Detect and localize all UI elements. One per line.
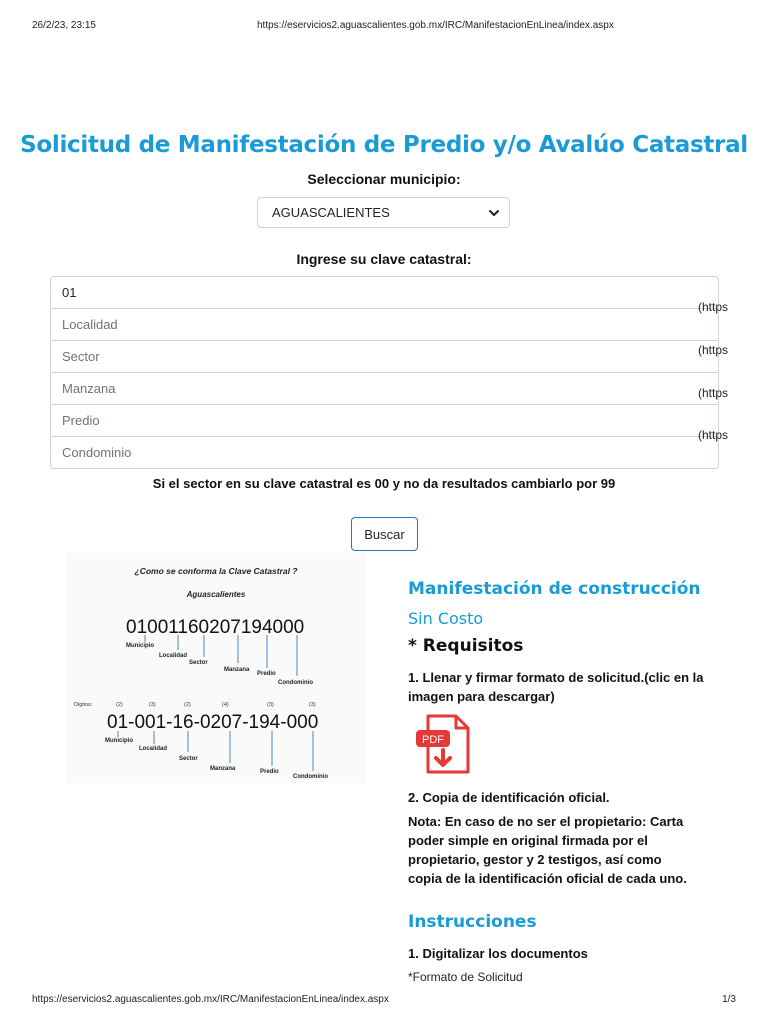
construccion-heading: Manifestación de construcción xyxy=(408,579,701,599)
part-label: Localidad xyxy=(139,746,168,752)
overflow-text: (https xyxy=(698,300,729,314)
print-header xyxy=(0,20,768,34)
code-plain: 01001160207194000 xyxy=(126,617,305,638)
part-label: Municipio xyxy=(126,643,154,649)
part-label: Localidad xyxy=(159,653,188,659)
sector-input[interactable] xyxy=(50,340,719,373)
condominio-input[interactable] xyxy=(50,436,719,469)
overflow-text: (https xyxy=(698,343,729,357)
digit-count: (2) xyxy=(184,702,191,708)
digit-count: (3) xyxy=(267,702,274,708)
instrucciones-heading: Instrucciones xyxy=(408,912,537,932)
overflow-text: (https xyxy=(698,428,729,442)
part-label: Sector xyxy=(179,756,198,762)
sector-placeholder: Sector xyxy=(62,349,100,364)
print-footer xyxy=(0,994,768,1008)
part-label: Predio xyxy=(257,671,276,677)
clave-input-group xyxy=(50,276,719,469)
instrucciones-step1: 1. Digitalizar los documentos xyxy=(408,946,588,961)
clave-label: Ingrese su clave catastral: xyxy=(296,251,472,267)
diagram-question: ¿Como se conforma la Clave Catastral ? xyxy=(134,566,298,576)
pdf-badge-label: PDF xyxy=(422,734,444,746)
digit-count: (4) xyxy=(222,702,229,708)
predio-placeholder: Predio xyxy=(62,413,100,428)
municipio-code-value: 01 xyxy=(62,285,77,300)
pdf-download-link[interactable] xyxy=(412,712,474,776)
manzana-placeholder: Manzana xyxy=(62,381,116,396)
nota-text: Nota: En caso de no ser el propietario: Carta poder simple en original firmada por el propietario, gestor y 2 testigos, así como copia de la identificación oficial de cada uno. xyxy=(408,814,687,886)
diagram-city: Aguascalientes xyxy=(186,590,246,599)
cost-label: Sin Costo xyxy=(408,609,484,628)
pdf-download-icon xyxy=(412,712,474,776)
code-dashed: 01-001-16-0207-194-000 xyxy=(107,712,319,733)
clave-catastral-diagram xyxy=(66,553,366,783)
page-title: Solicitud de Manifestación de Predio y/o Avalúo Catastral xyxy=(20,132,748,158)
part-label: Sector xyxy=(189,660,208,666)
clave-diagram-svg xyxy=(66,553,366,783)
municipio-selected-value: AGUASCALIENTES xyxy=(272,205,390,220)
part-label: Condominio xyxy=(278,680,313,686)
digit-count: (3) xyxy=(309,702,316,708)
step2-text: 2. Copia de identificación oficial. xyxy=(408,790,610,805)
search-button[interactable]: Buscar xyxy=(351,517,418,551)
predio-input[interactable] xyxy=(50,404,719,437)
page-number: 1/3 xyxy=(722,994,736,1005)
municipio-code-input[interactable] xyxy=(50,276,719,309)
footer-url: https://eservicios2.aguascalientes.gob.mx/IRC/ManifestacionEnLinea/index.aspx xyxy=(32,994,389,1005)
municipio-select[interactable] xyxy=(257,197,510,228)
print-url: https://eservicios2.aguascalientes.gob.mx/IRC/ManifestacionEnLinea/index.aspx xyxy=(257,20,614,31)
municipio-label: Seleccionar municipio: xyxy=(307,171,461,187)
print-datetime: 26/2/23, 23:15 xyxy=(32,20,96,31)
part-label: Predio xyxy=(260,769,279,775)
localidad-placeholder: Localidad xyxy=(62,317,118,332)
part-label: Municipio xyxy=(105,738,133,744)
condominio-placeholder: Condominio xyxy=(62,445,132,460)
digits-label: Digitos: xyxy=(74,702,93,708)
manzana-input[interactable] xyxy=(50,372,719,405)
part-label: Manzana xyxy=(224,667,250,673)
part-label: Condominio xyxy=(293,774,328,780)
requisitos-heading: * Requisitos xyxy=(408,636,524,656)
instrucciones-item1: *Formato de Solicitud xyxy=(408,970,523,984)
part-label: Manzana xyxy=(210,766,236,772)
chevron-down-icon xyxy=(488,207,500,219)
digit-count: (3) xyxy=(149,702,156,708)
overflow-text: (https xyxy=(698,386,729,400)
digit-count: (2) xyxy=(116,702,123,708)
sector-note: Si el sector en su clave catastral es 00 y no da resultados cambiarlo por 99 xyxy=(152,476,616,491)
localidad-input[interactable] xyxy=(50,308,719,341)
step1-text: 1. Llenar y firmar formato de solicitud.(clic en la imagen para descargar) xyxy=(408,670,704,704)
